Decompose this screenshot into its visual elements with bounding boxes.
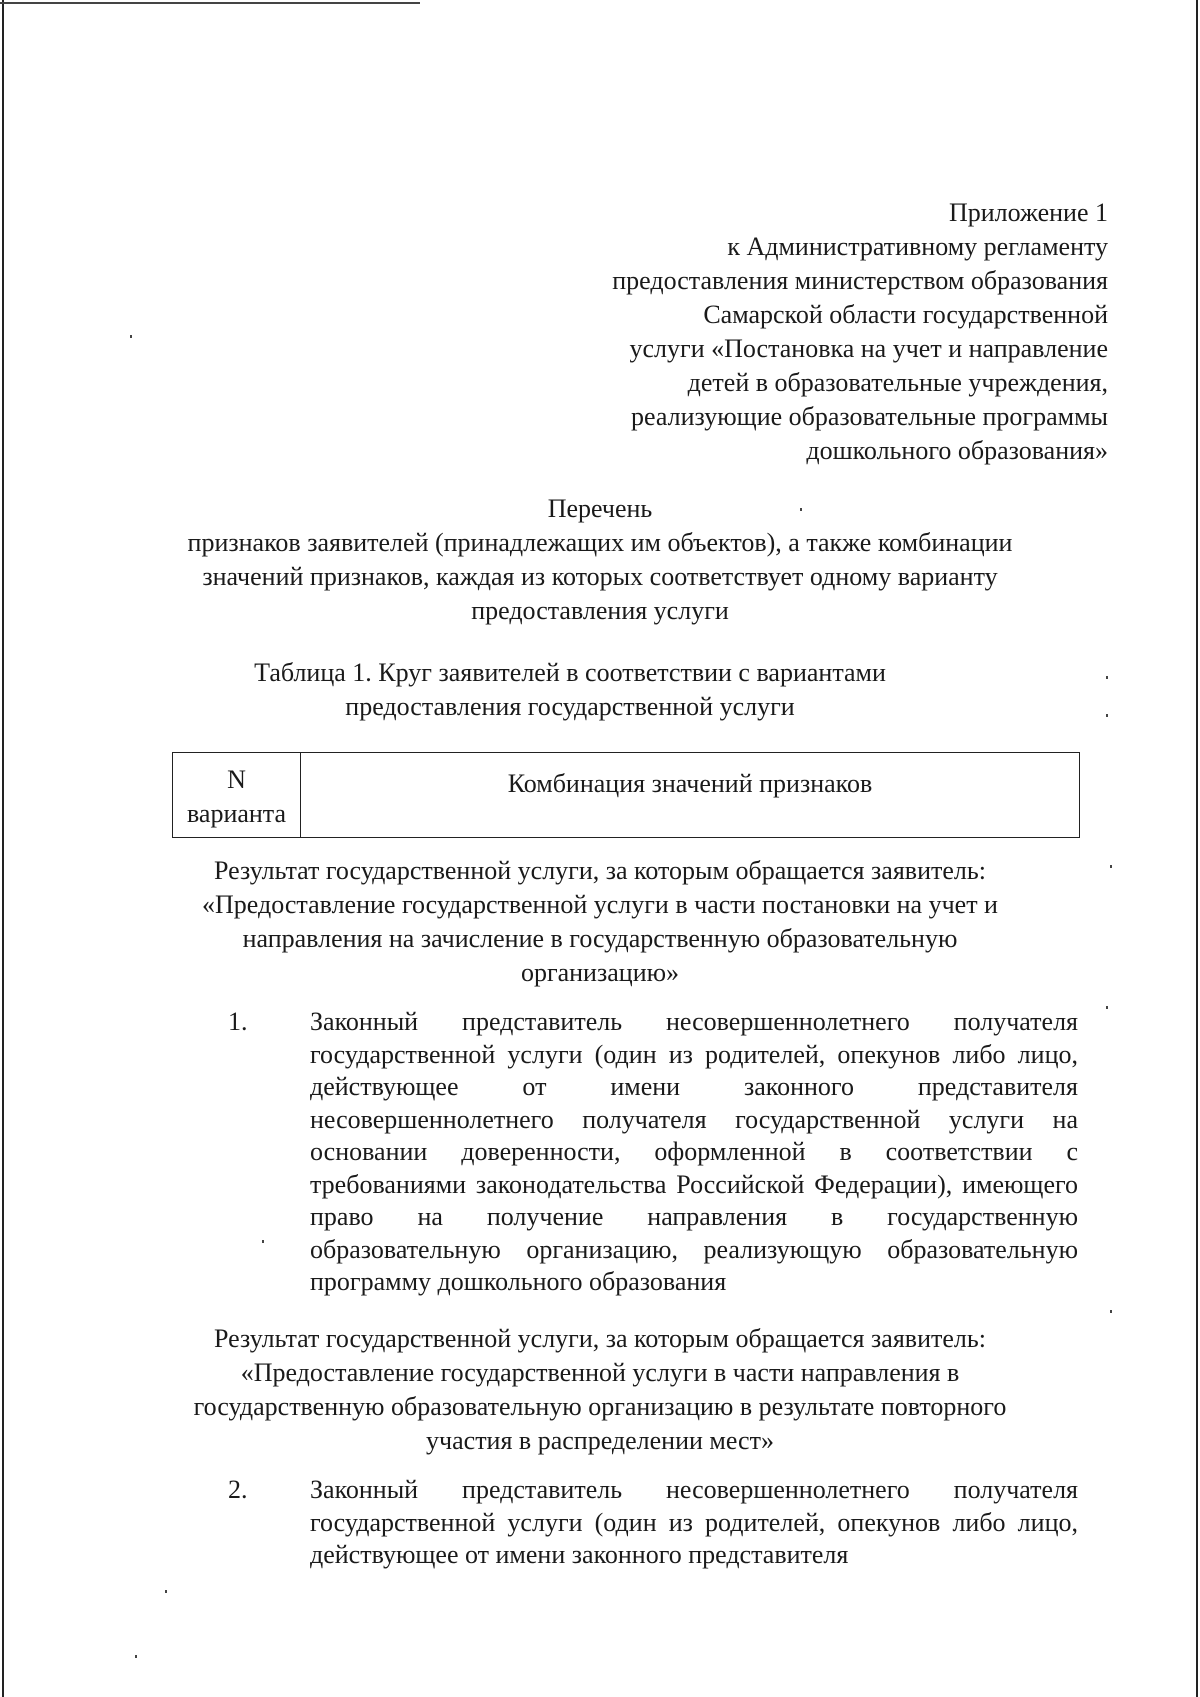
table-caption: [190, 656, 950, 724]
header-line: к Административному регламенту: [727, 232, 1108, 261]
list-subtitle: [100, 526, 1100, 628]
variant-number: 2.: [228, 1475, 248, 1504]
page-border-right: [1196, 0, 1198, 1697]
scan-speck: [262, 1240, 264, 1243]
variant-description: Законный представитель несовершеннолетнего получателя государственной услуги (один из родителей, опекунов либо лицо, действующее от имени законного представителя несовершеннолетнего получателя государственной услуги на основании доверенности, оформленной в соответствии с требованиями законодательства Российской Федерации), имеющего право на получение направления в государственную образовательную организацию, реализующую образовательную программу дошкольного образования: [310, 1007, 1078, 1296]
scan-speck: [1110, 865, 1112, 868]
variants-table: [172, 752, 1080, 838]
column-header-variant-number: [173, 753, 301, 838]
scan-speck: [165, 1590, 167, 1593]
scan-speck: [1106, 714, 1108, 717]
subtitle-line: значений признаков, каждая из которых соответствует одному варианту: [202, 562, 998, 591]
table-header-row: [173, 753, 1080, 838]
heading-line: Результат государственной услуги, за которым обращается заявитель:: [214, 1324, 986, 1353]
variant-number: 1.: [228, 1007, 248, 1036]
page-border-top: [0, 2, 420, 4]
caption-line: Таблица 1. Круг заявителей в соответствии с вариантами: [254, 658, 886, 687]
heading-line: Результат государственной услуги, за которым обращается заявитель:: [214, 856, 986, 885]
scan-speck: [1106, 1006, 1108, 1009]
subtitle-line: признаков заявителей (принадлежащих им объектов), а также комбинации: [187, 528, 1013, 557]
heading-line: «Предоставление государственной услуги в части постановки на учет и: [202, 890, 998, 919]
list-title: Перечень: [547, 494, 653, 523]
scan-speck: [130, 335, 132, 338]
appendix-header: [500, 196, 1108, 468]
header-line: реализующие образовательные программы: [631, 402, 1108, 431]
scan-speck: [1110, 1310, 1112, 1313]
column-header-n: N: [227, 765, 246, 794]
column-header-variant: варианта: [186, 799, 287, 828]
scan-speck: [135, 1655, 137, 1658]
heading-line: организацию»: [520, 958, 680, 987]
result-heading-2: [150, 1322, 1050, 1458]
header-line: детей в образовательные учреждения,: [687, 368, 1108, 397]
variant-description: Законный представитель несовершеннолетнего получателя государственной услуги (один из родителей, опекунов либо лицо, действующее от имени законного представителя: [310, 1475, 1078, 1569]
heading-line: государственную образовательную организацию в результате повторного: [193, 1392, 1007, 1421]
subtitle-line: предоставления услуги: [471, 596, 729, 625]
column-header-combination: Комбинация значений признаков: [301, 753, 1080, 838]
page-border-left: [2, 0, 4, 1697]
header-line: Приложение 1: [948, 198, 1108, 227]
header-line: Самарской области государственной: [703, 300, 1108, 329]
heading-line: участия в распределении мест»: [426, 1426, 774, 1455]
caption-line: предоставления государственной услуги: [345, 692, 795, 721]
scan-speck: [1106, 676, 1108, 679]
scan-speck: [800, 508, 802, 511]
heading-line: «Предоставление государственной услуги в части направления в: [240, 1358, 960, 1387]
header-line: дошкольного образования»: [806, 436, 1108, 465]
result-heading-1: [150, 854, 1050, 990]
header-line: услуги «Постановка на учет и направление: [629, 334, 1108, 363]
heading-line: направления на зачисление в государственную образовательную: [242, 924, 958, 953]
header-line: предоставления министерством образования: [612, 266, 1108, 295]
